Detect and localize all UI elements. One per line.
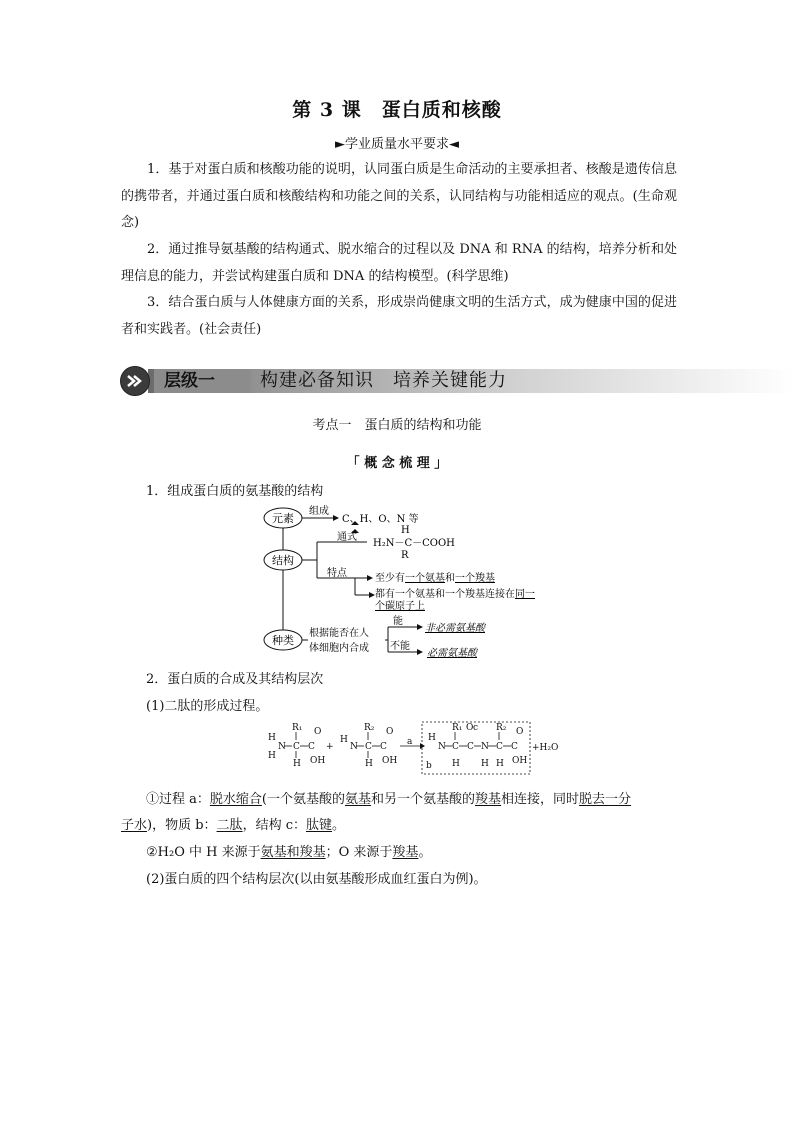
label-feature: 特点 [327, 568, 347, 579]
banner-chevron-icon [240, 369, 252, 393]
dipeptide-formation-diagram [262, 718, 572, 780]
rx-h3: H [293, 759, 301, 769]
q1-text-2: 和另一个氨基酸的 [371, 792, 476, 807]
rx-o1: O [314, 727, 322, 737]
subitem-1: (1)二肽的形成过程。 [146, 699, 269, 714]
q1-answer-4: 脱去一分 [579, 792, 632, 807]
rx-h5: H [365, 759, 373, 769]
concept-heading: 「 概 念 梳 理 」 [346, 456, 448, 471]
rx-r1: R₁ [292, 723, 303, 733]
requirement-2: 2．通过推导氨基酸的结构通式、脱水缩合的过程以及 DNA 和 RNA 的结构，培养分析和处理信息的能力，并尝试构建蛋白质和 DNA 的结构模型。(科学思维) [121, 242, 677, 284]
q2-mid: ；O 来源于 [325, 845, 393, 860]
formula-main: H₂N－C－COOH [373, 538, 455, 549]
feature-1: 至少有一个氨基和一个羧基 [375, 573, 495, 584]
q1-paragraph-line2 [121, 813, 345, 839]
arrow-circle-icon [120, 366, 150, 396]
rx-h1: H [268, 733, 276, 743]
q2-end: 。 [418, 845, 432, 860]
rx-oh2: OH [382, 756, 398, 766]
rx-h2: H [268, 751, 276, 761]
q1-text-1: (一个氨基酸的 [261, 792, 345, 807]
rx-n1: N [278, 742, 286, 752]
page-title: 第 3 课 蛋白质和核酸 [292, 99, 502, 121]
q1-answer-3: 羧基 [475, 792, 502, 807]
q1-answer-7: 肽键 [305, 818, 332, 833]
rx-c5: C [452, 742, 459, 752]
rx-r2: R₂ [364, 723, 375, 733]
q2-answer-1: 氨基和羧基 [260, 845, 326, 860]
rx-label-a: a [407, 737, 413, 747]
requirement-1: 1．基于对蛋白质和核酸功能的说明，认同蛋白质是生命活动的主要承担者、核酸是遗传信息的携带者，并通过蛋白质和核酸结构和功能之间的关系，认同结构与功能相适应的观点。(生命观念) [121, 162, 677, 230]
rx-h4: H [340, 735, 348, 745]
rx-c3: C [365, 742, 372, 752]
rx-n4: N [481, 742, 489, 752]
node-structure: 结构 [272, 554, 294, 567]
level-banner [120, 366, 794, 396]
node-kind: 种类 [272, 634, 294, 647]
rx-water: +H₂O [532, 743, 559, 753]
subitem-2: (2)蛋白质的四个结构层次(以由氨基酸形成血红蛋白为例)。 [146, 872, 487, 887]
rx-plus: + [326, 742, 334, 752]
requirement-3: 3．结合蛋白质与人体健康方面的关系，形成崇尚健康文明的生活方式，成为健康中国的促进者和实践者。(社会责任) [121, 295, 677, 337]
q1-answer-1: 脱水缩合 [209, 792, 262, 807]
q1-answer-6: 二肽 [216, 818, 243, 833]
section-heading: 考点一 蛋白质的结构和功能 [312, 418, 482, 433]
rx-c8: C [511, 742, 518, 752]
rx-oh3: OH [512, 756, 528, 766]
rx-c1: C [293, 742, 300, 752]
rx-h7: H [452, 759, 460, 769]
rx-n2: N [350, 742, 358, 752]
feature-2-line2: 个碳原子上 [375, 601, 425, 612]
q1-text-6: 。 [332, 818, 346, 833]
nonessential-aa: 非必需氨基酸 [425, 623, 485, 634]
q2-paragraph [146, 840, 431, 866]
rx-c6: C [467, 742, 474, 752]
rx-h9: H [496, 759, 504, 769]
elements-text: C、H、O、N 等 [342, 514, 419, 525]
rx-c4: C [380, 742, 387, 752]
rx-o4: O [516, 727, 524, 737]
rx-h8: H [481, 759, 489, 769]
q2-answer-2: 羧基 [392, 845, 419, 860]
q1-answer-2: 氨基 [344, 792, 371, 807]
node-element: 元素 [272, 512, 294, 525]
essential-aa: 必需氨基酸 [427, 648, 477, 659]
q1-text-3: 相连接，同时 [501, 792, 580, 807]
item-heading-2: 2．蛋白质的合成及其结构层次 [146, 672, 324, 687]
rx-label-b: b [426, 761, 432, 771]
rx-c2: C [308, 742, 315, 752]
kind-condition-1: 根据能否在人 [309, 628, 369, 639]
q2-pre: ②H₂O 中 H 来源于 [146, 845, 261, 860]
rx-o3: O [466, 723, 474, 733]
label-can: 能 [393, 616, 403, 627]
label-cannot: 不能 [390, 641, 410, 652]
rx-n3: N [438, 742, 446, 752]
q1-paragraph [146, 787, 676, 813]
q1-text-5: ，结构 c： [242, 818, 306, 833]
kind-condition-2: 体细胞内合成 [309, 643, 369, 654]
item-heading-1: 1．组成蛋白质的氨基酸的结构 [146, 484, 324, 499]
formula-h: H [401, 525, 410, 536]
feature-2: 都有一个氨基和一个羧基连接在同一 [375, 589, 535, 600]
label-compose: 组成 [309, 506, 329, 517]
q1-answer-5: 子水 [121, 818, 148, 833]
banner-level-label: 层级一 [154, 369, 250, 393]
label-formula: 通式 [337, 532, 357, 543]
quality-requirements-heading: ►学业质量水平要求◄ [335, 137, 459, 152]
q1-text-4: )，物质 b： [147, 818, 217, 833]
rx-h6: H [428, 733, 436, 743]
rx-r1b: R₁ [452, 723, 463, 733]
formula-r: R [401, 550, 409, 561]
amino-acid-structure-diagram [255, 500, 575, 662]
rx-o2: O [386, 727, 394, 737]
banner-title: 构建必备知识 培养关键能力 [260, 370, 507, 391]
rx-oh1: OH [310, 756, 326, 766]
rx-label-c: c [473, 723, 479, 733]
q1-pre: ①过程 a： [146, 792, 210, 807]
rx-r2b: R₂ [496, 723, 507, 733]
rx-c7: C [496, 742, 503, 752]
